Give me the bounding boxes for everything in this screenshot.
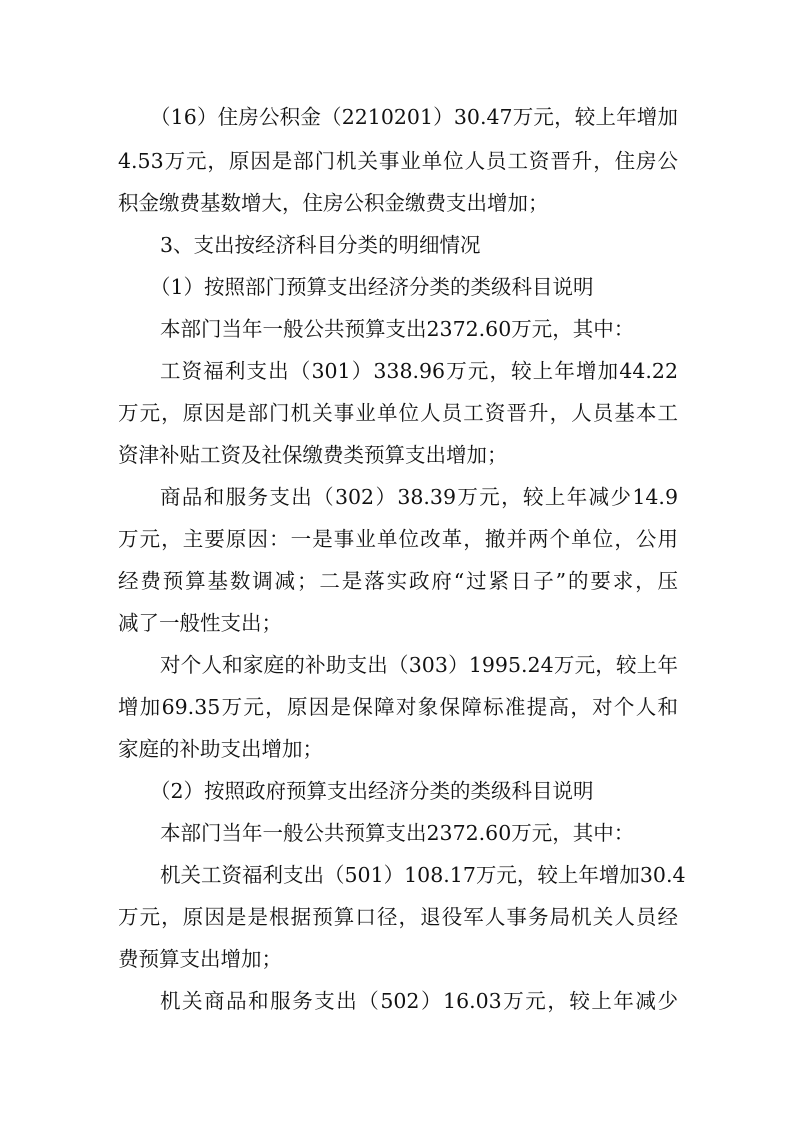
paragraph-line: 万元，原因是部门机关事业单位人员工资晋升，人员基本工 <box>118 401 678 425</box>
paragraph-line: 机关商品和服务支出（502）16.03万元，较上年减少 <box>160 989 678 1013</box>
paragraph-line: 积金缴费基数增大，住房公积金缴费支出增加； <box>118 191 549 215</box>
paragraph-line: 家庭的补助支出增加； <box>118 737 323 761</box>
paragraph-line: 费预算支出增加； <box>118 947 282 971</box>
paragraph-line: 万元，主要原因：一是事业单位改革，撤并两个单位，公用 <box>118 527 678 551</box>
paragraph-line: 资津补贴工资及社保缴费类预算支出增加； <box>118 443 508 467</box>
paragraph-line: 增加69.35万元，原因是保障对象保障标准提高，对个人和 <box>118 695 678 719</box>
paragraph-line: 经费预算基数调减；二是落实政府“过紧日子”的要求，压 <box>118 569 678 593</box>
subsection-heading: （2）按照政府预算支出经济分类的类级科目说明 <box>150 779 594 803</box>
paragraph-line: 减了一般性支出； <box>118 611 282 635</box>
paragraph-line: 对个人和家庭的补助支出（303）1995.24万元，较上年 <box>160 653 678 677</box>
paragraph-line: （16）住房公积金（2210201）30.47万元，较上年增加 <box>150 105 678 129</box>
paragraph-line: 商品和服务支出（302）38.39万元，较上年减少14.9 <box>160 485 678 509</box>
paragraph-line: 工资福利支出（301）338.96万元，较上年增加44.22 <box>160 359 678 383</box>
paragraph-line: 万元，原因是是根据预算口径，退役军人事务局机关人员经 <box>118 905 678 929</box>
subsection-heading: （1）按照部门预算支出经济分类的类级科目说明 <box>150 275 594 299</box>
section-heading: 3、支出按经济科目分类的明细情况 <box>160 233 481 257</box>
paragraph-line: 机关工资福利支出（501）108.17万元，较上年增加30.4 <box>160 863 686 887</box>
paragraph-line: 本部门当年一般公共预算支出2372.60万元，其中： <box>160 317 635 341</box>
paragraph-line: 4.53万元，原因是部门机关事业单位人员工资晋升，住房公 <box>118 149 678 173</box>
paragraph-line: 本部门当年一般公共预算支出2372.60万元，其中： <box>160 821 635 845</box>
